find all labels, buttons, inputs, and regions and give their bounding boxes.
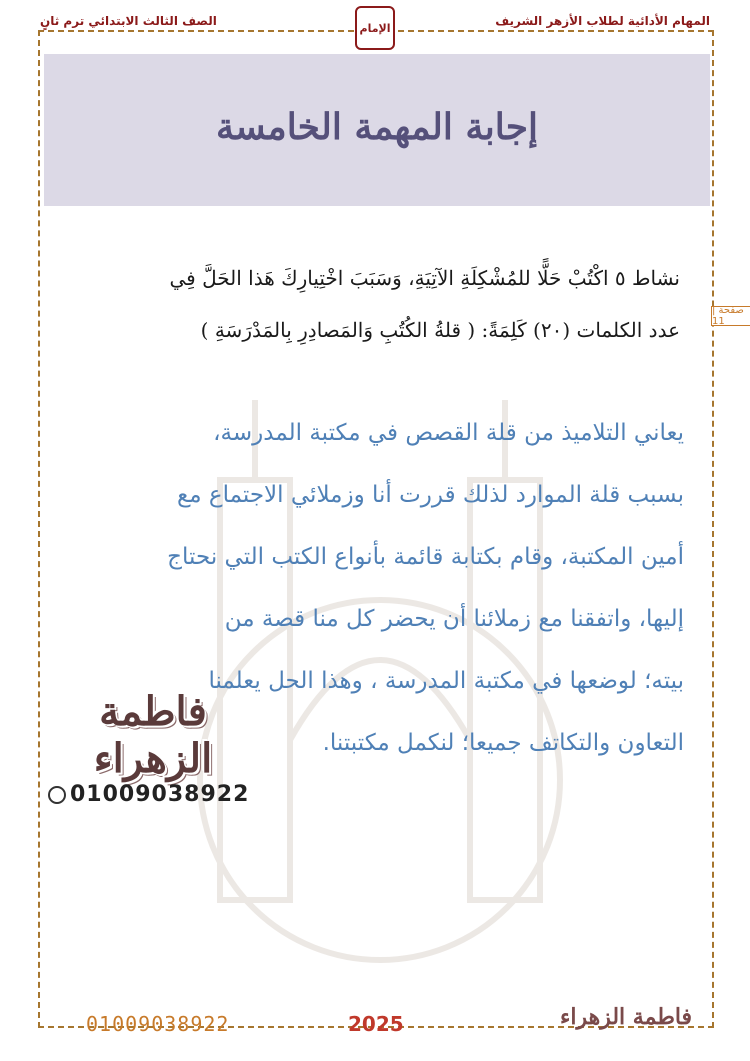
stamp-name: فاطمة الزهراء bbox=[93, 688, 213, 782]
task-line-2: عدد الكلمات (٢٠) كَلِمَةً: ( قلةُ الكُتُبِ وَالمَصادِرِ بِالمَدْرَسَةِ ) bbox=[200, 318, 680, 342]
answer-line: يعاني التلاميذ من قلة القصص في مكتبة المدرسة، bbox=[213, 420, 684, 446]
page-number-tab: صفحة | 11 bbox=[711, 306, 750, 326]
answer-line: إليها، واتفقنا مع زملائنا أن يحضر كل منا قصة من bbox=[224, 606, 684, 632]
task-line-1: نشاط ٥ اكْتُبْ حَلًّا للمُشْكِلَةِ الآتِيَةِ، وَسَبَبَ اخْتِيارِكَ هَذا الحَلَّ فِي bbox=[169, 266, 680, 290]
footer-logo: فاطمة الزهراء bbox=[560, 1004, 693, 1030]
stamp-phone-row bbox=[48, 782, 258, 807]
alazhar-logo: الإمام bbox=[355, 6, 395, 50]
answer-line: بسبب قلة الموارد لذلك قررت أنا وزملائي الاجتماع مع bbox=[177, 482, 684, 508]
answer-line: التعاون والتكاتف جميعا؛ لنكمل مكتبتنا. bbox=[322, 730, 684, 756]
footer-year: 2025 bbox=[348, 1012, 404, 1036]
footer-phone: 01009038922 bbox=[86, 1012, 230, 1036]
whatsapp-icon bbox=[48, 786, 66, 804]
answer-line: أمين المكتبة، وقام بكتابة قائمة بأنواع الكتب التي نحتاج bbox=[167, 544, 684, 570]
page-title: إجابة المهمة الخامسة bbox=[216, 106, 538, 148]
answer-line: بيته؛ لوضعها في مكتبة المدرسة ، وهذا الحل يعلمنا bbox=[208, 668, 684, 694]
stamp-phone: 01009038922 bbox=[70, 782, 250, 807]
author-stamp bbox=[48, 688, 258, 807]
header-grade: الصف الثالث الابتدائي ترم ثانٍ bbox=[40, 14, 217, 28]
header-series: المهام الأدائية لطلاب الأزهر الشريف bbox=[495, 14, 710, 28]
